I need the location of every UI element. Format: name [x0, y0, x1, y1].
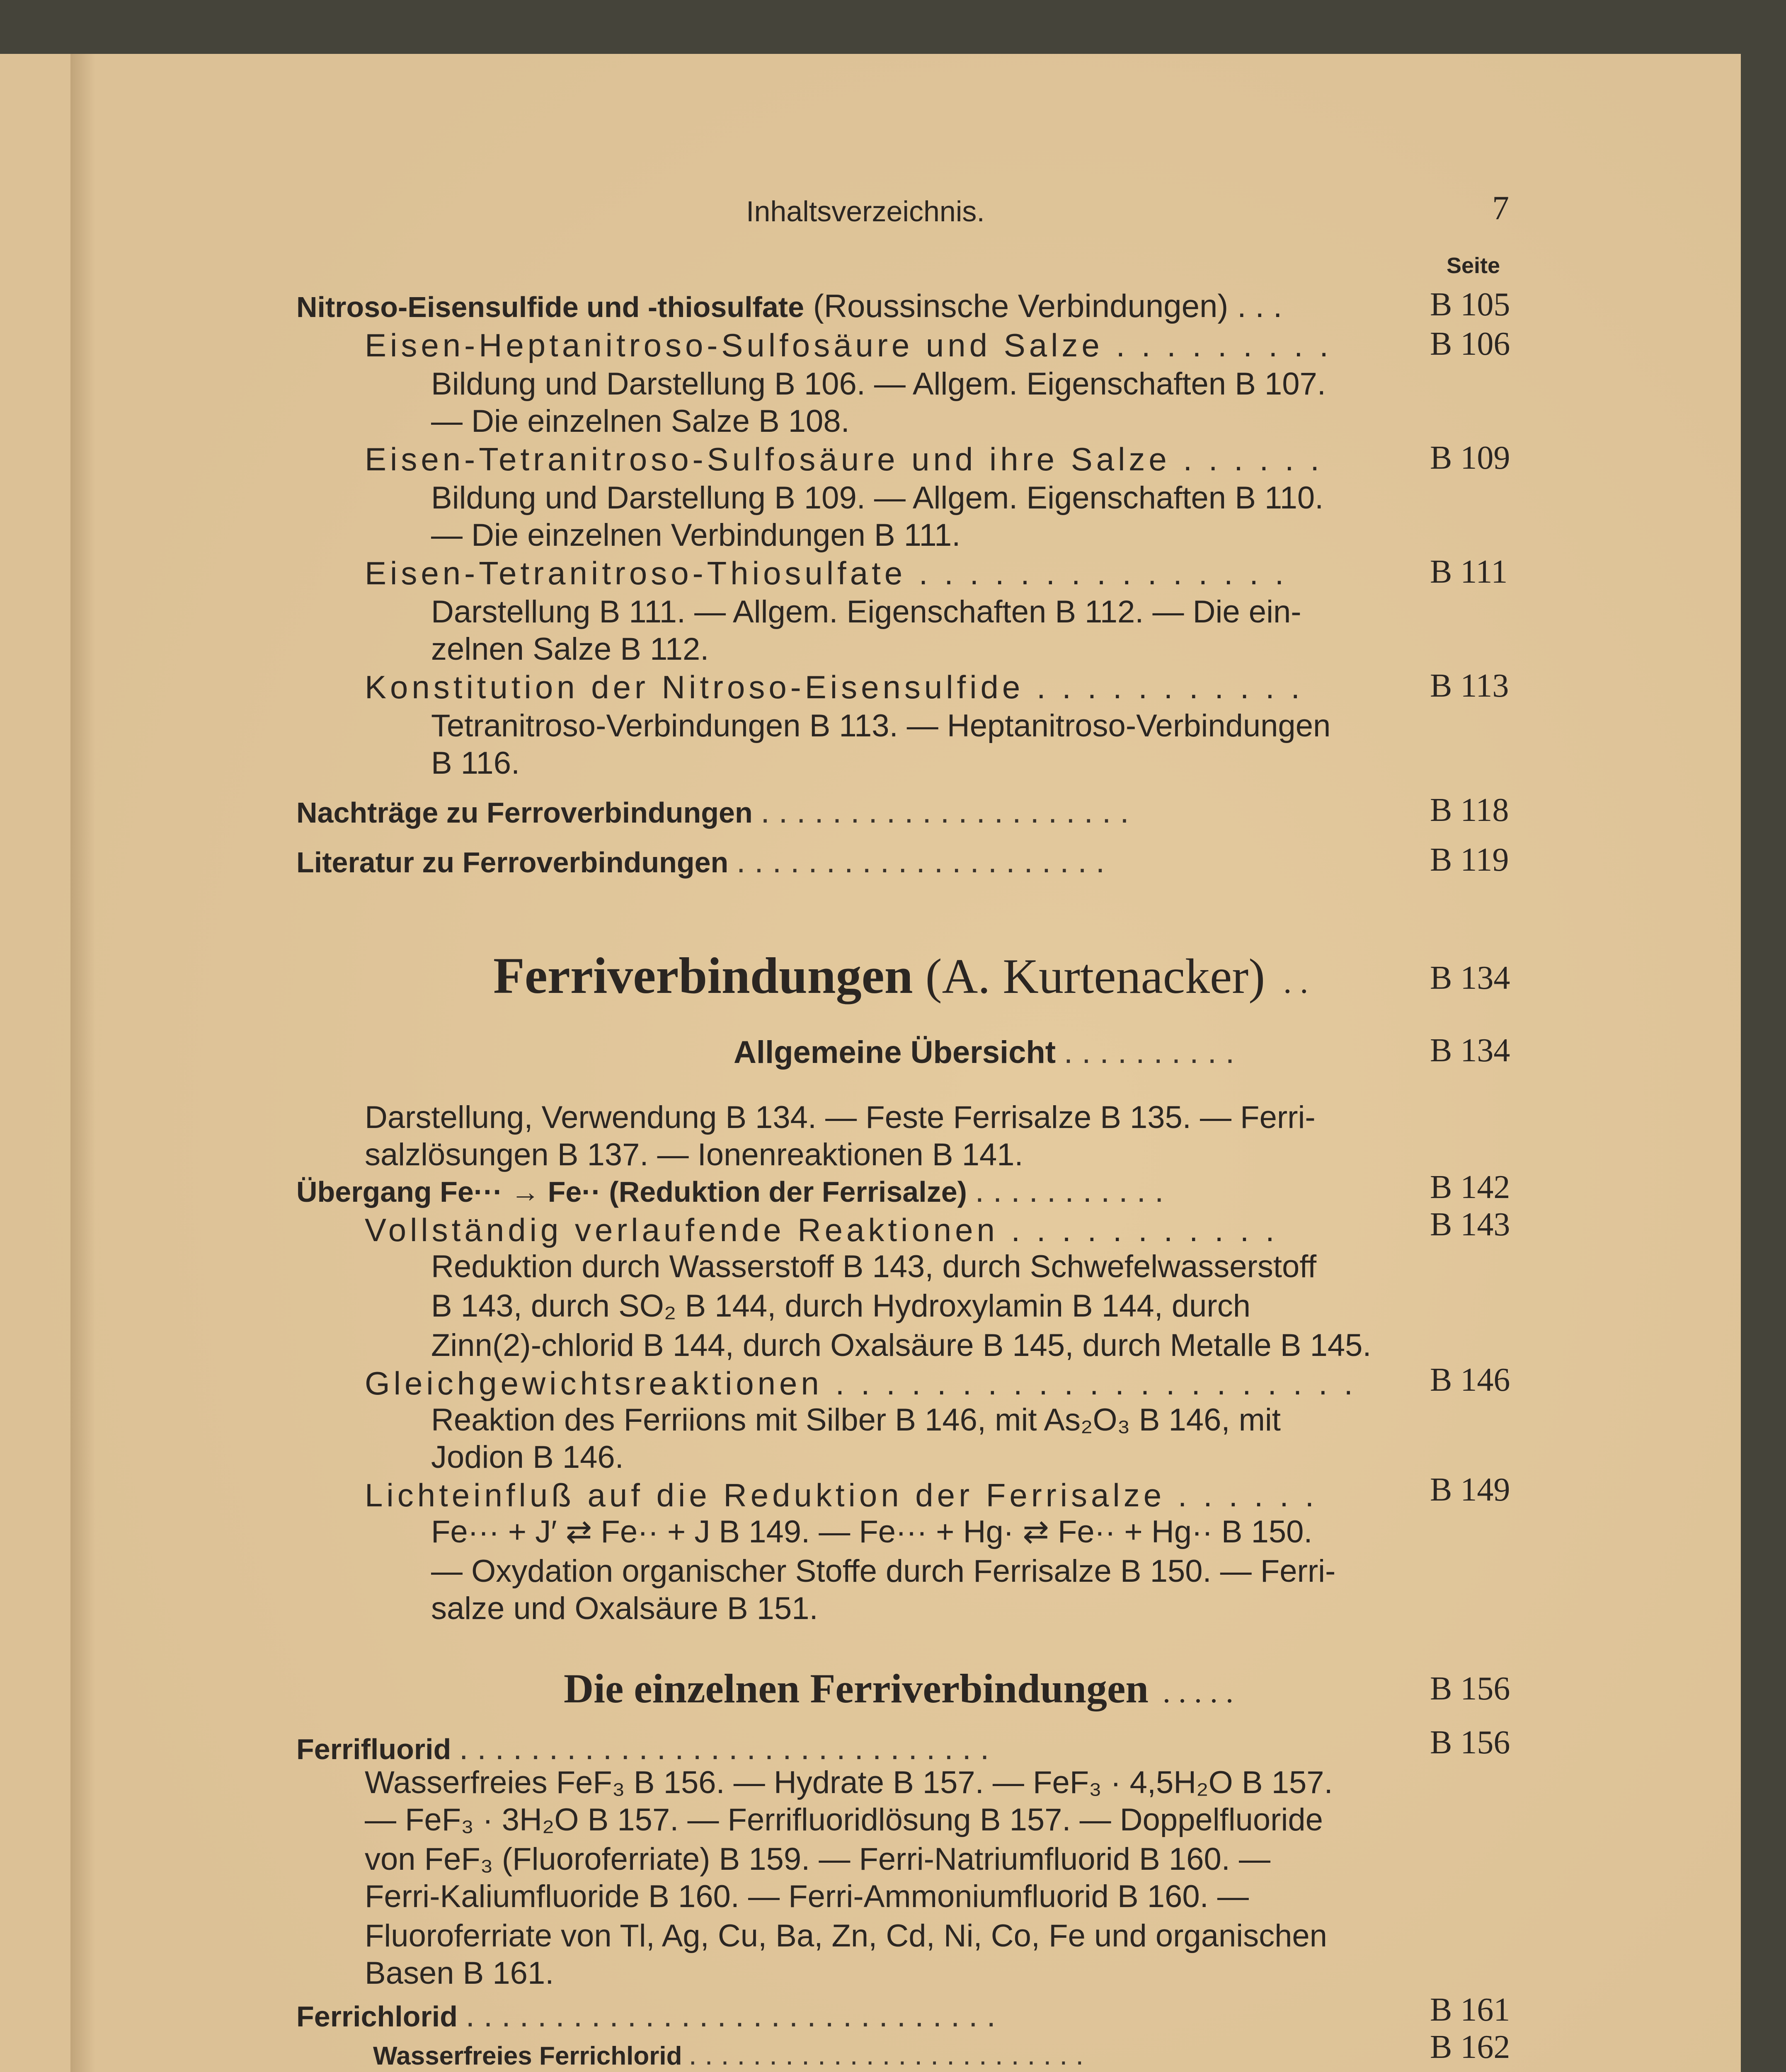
leader-dots: . . . . . . . . . .: [1064, 1034, 1235, 1070]
toc-entry-desc: zelnen Salze B 112.: [431, 632, 709, 667]
toc-entry-desc: — Oxydation organischer Stoffe durch Ferrisalze B 150. — Ferri-: [431, 1554, 1336, 1589]
toc-page-ref: B 111: [1430, 554, 1508, 590]
toc-entry-desc: B 143, durch SO₂ B 144, durch Hydroxylamin B 144, durch: [431, 1288, 1250, 1324]
section-heading-einzelnen: [564, 1662, 1233, 1728]
toc-page-ref: B 149: [1430, 1472, 1510, 1508]
toc-entry-title: Gleichgewichtsreaktionen . . . . . . . . . . . . . . . . . . . . .: [365, 1365, 1357, 1402]
toc-page-ref: B 161: [1430, 1992, 1510, 2028]
toc-page-ref: B 134: [1430, 1032, 1510, 1069]
toc-entry-desc: Ferri-Kaliumfluoride B 160. — Ferri-Ammoniumfluorid B 160. —: [365, 1879, 1249, 1914]
toc-entry-title: Konstitution der Nitroso-Eisensulfide . . . . . . . . . . .: [365, 669, 1304, 705]
toc-entry-desc: Darstellung, Verwendung B 134. — Feste Ferrisalze B 135. — Ferri-: [365, 1100, 1316, 1135]
running-title: Inhaltsverzeichnis.: [746, 195, 985, 228]
toc-page-ref: B 143: [1430, 1206, 1510, 1243]
leader-dots: . . . . . . . . . . . . . . . . . . . . . . . . .: [688, 2038, 1084, 2071]
leader-dots: . .: [1283, 964, 1309, 1000]
toc-entry-title: Ferrichlorid: [296, 2000, 458, 2033]
toc-page-ref: B 118: [1430, 792, 1509, 828]
toc-entry-title: Eisen-Heptanitroso-Sulfosäure und Salze . . . . . . . . .: [365, 327, 1332, 363]
toc-entry-title: Wasserfreies Ferrichlorid: [373, 2042, 682, 2070]
toc-entry-desc: Bildung und Darstellung B 109. — Allgem. Eigenschaften B 110.: [431, 480, 1324, 516]
toc-page-ref: B 119: [1430, 842, 1509, 878]
toc-entry-title: Eisen-Tetranitroso-Sulfosäure und ihre Salze . . . . . .: [365, 441, 1323, 477]
leader-dots: . . . . . . . . . . . . . . . . . . . . . . . . . . . . . .: [465, 1997, 996, 2033]
toc-entry-title: Lichteinfluß auf die Reduktion der Ferrisalze . . . . . .: [365, 1477, 1318, 1513]
book-page: [0, 54, 1741, 2072]
toc-entry-literatur: [296, 841, 1105, 882]
toc-entry-desc: Fe··· + J′ ⇄ Fe·· + J B 149. — Fe··· + Hg· ⇄ Fe·· + Hg·· B 150.: [431, 1514, 1313, 1549]
toc-entry-title: Nitroso-Eisensulfide und -thiosulfate: [296, 291, 805, 323]
toc-entry-title: Übergang Fe··· → Fe·· (Reduktion der Ferrisalze): [296, 1176, 967, 1208]
leader-dots: . . . . . . . . . . . . . . . . . . . . . . . . . . . . . .: [459, 1730, 989, 1766]
leader-dots: . . . . . . . . . . . . . . . . . . . . .: [736, 843, 1105, 879]
section-heading-ferri: [493, 945, 1308, 1022]
toc-entry-desc: — FeF₃ · 3H₂O B 157. — Ferrifluoridlösung B 157. — Doppelfluoride: [365, 1802, 1323, 1837]
leader-dots: . . . . . . . . . . .: [975, 1172, 1164, 1209]
toc-subentry-wasserfrei: [373, 2039, 1083, 2072]
toc-entry-desc: Bildung und Darstellung B 106. — Allgem. Eigenschaften B 107.: [431, 366, 1326, 402]
section-heading-author: (A. Kurtenacker): [913, 949, 1265, 1004]
toc-entry-desc: Reaktion des Ferriions mit Silber B 146, mit As₂O₃ B 146, mit: [431, 1402, 1281, 1438]
toc-entry-desc: Tetranitroso-Verbindungen B 113. — Heptanitroso-Verbindungen: [431, 708, 1331, 743]
toc-entry-ferrichlorid: [296, 1995, 996, 2036]
toc-entry-desc: salze und Oxalsäure B 151.: [431, 1591, 818, 1626]
section-heading-title: Ferriverbindungen: [493, 947, 913, 1004]
toc-entry-desc: Zinn(2)-chlorid B 144, durch Oxalsäure B 145, durch Metalle B 145.: [431, 1328, 1372, 1363]
toc-entry-title: Nachträge zu Ferroverbindungen: [296, 796, 753, 829]
toc-page-ref: B 109: [1430, 440, 1510, 476]
toc-page-ref: B 134: [1430, 960, 1510, 996]
toc-page-ref: B 113: [1430, 668, 1509, 704]
toc-entry-desc: Fluoroferriate von Tl, Ag, Cu, Ba, Zn, Cd, Ni, Co, Fe und organischen: [365, 1918, 1327, 1953]
seite-label: Seite: [1447, 253, 1500, 278]
leader-dots: . . . . . . . . . . . . . . . . . . . . .: [761, 793, 1129, 830]
toc-entry-title-rest: (Roussinsche Verbindungen) . . .: [804, 288, 1282, 324]
toc-entry-desc: Reduktion durch Wasserstoff B 143, durch Schwefelwasserstoff: [431, 1249, 1317, 1284]
page-gutter: [70, 54, 95, 2072]
toc-entry-desc: Darstellung B 111. — Allgem. Eigenschaften B 112. — Die ein-: [431, 594, 1301, 629]
toc-page-ref: B 162: [1430, 2029, 1510, 2065]
leader-dots: . . . . .: [1163, 1675, 1233, 1709]
toc-page-ref: B 156: [1430, 1724, 1510, 1761]
toc-entry-desc: B 116.: [431, 746, 520, 781]
toc-page-ref: B 156: [1430, 1670, 1510, 1707]
page-number: 7: [1492, 189, 1509, 227]
toc-entry-desc: von FeF₃ (Fluoroferriate) B 159. — Ferri-Natriumfluorid B 160. —: [365, 1842, 1270, 1877]
toc-entry-desc: Wasserfreies FeF₃ B 156. — Hydrate B 157. — FeF₃ · 4,5H₂O B 157.: [365, 1765, 1333, 1800]
toc-page-ref: B 106: [1430, 326, 1510, 362]
toc-entry-desc: Jodion B 146.: [431, 1440, 624, 1475]
toc-entry-nitroso: [296, 286, 1282, 327]
toc-entry-desc: salzlösungen B 137. — Ionenreaktionen B 141.: [365, 1137, 1023, 1172]
toc-page-ref: B 146: [1430, 1362, 1510, 1398]
toc-entry-title: Ferrifluorid: [296, 1733, 451, 1765]
toc-entry-title: Eisen-Tetranitroso-Thiosulfate . . . . . . . . . . . . . . .: [365, 555, 1288, 591]
toc-page-ref: B 105: [1430, 286, 1510, 323]
toc-entry-desc: Basen B 161.: [365, 1956, 554, 1991]
toc-page-ref: B 142: [1430, 1169, 1510, 1205]
toc-entry-title: Literatur zu Ferroverbindungen: [296, 846, 729, 879]
toc-entry-nachtraege: [296, 792, 1129, 833]
section-heading-title: Die einzelnen Ferriverbindungen: [564, 1665, 1149, 1711]
toc-entry-desc: — Die einzelnen Verbindungen B 111.: [431, 518, 961, 553]
toc-entry-uebersicht: [734, 1032, 1234, 1072]
toc-entry-title: Allgemeine Übersicht: [734, 1035, 1056, 1070]
toc-entry-title: Vollständig verlaufende Reaktionen . . . . . . . . . . .: [365, 1212, 1278, 1248]
toc-entry-desc: — Die einzelnen Salze B 108.: [431, 404, 850, 439]
toc-entry-uebergang: [296, 1171, 1164, 1212]
